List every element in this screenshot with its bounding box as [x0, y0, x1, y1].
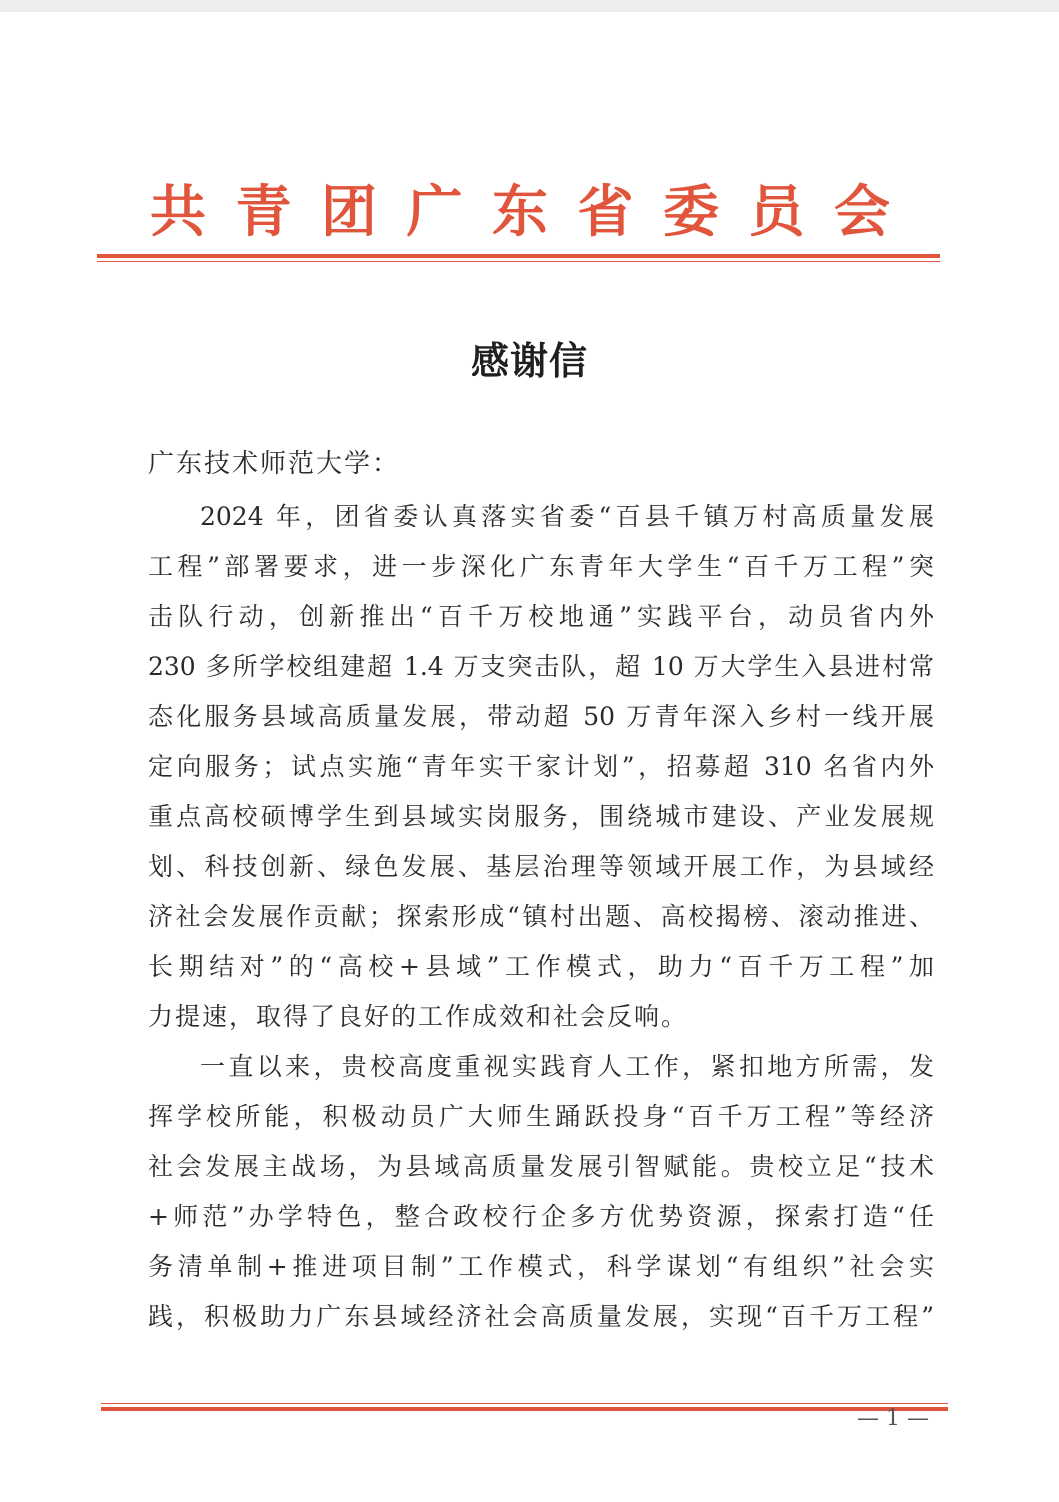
body-line: 践，积极助力广东县域经济社会高质量发展，实现“百千万工程” — [148, 1302, 934, 1331]
letter-body — [148, 492, 934, 1342]
body-line: 定向服务；试点实施“青年实干家计划”，招募超 310 名省内外 — [148, 752, 934, 781]
divider-thin-line — [97, 261, 940, 262]
letterhead-char: 团 — [321, 179, 377, 245]
body-line: 挥学校所能，积极动员广大师生踊跃投身“百千万工程”等经济 — [148, 1102, 934, 1131]
body-line: 长期结对”的“高校+县域”工作模式，助力“百千万工程”加 — [148, 952, 934, 981]
page-number: — 1 — — [857, 1406, 929, 1431]
body-line: 重点高校硕博学生到县域实岗服务，围绕城市建设、产业发展规 — [148, 802, 934, 831]
footer-thin-line — [101, 1403, 948, 1404]
letterhead-divider — [97, 254, 940, 262]
body-line: 社会发展主战场，为县域高质量发展引智赋能。贵校立足“技术 — [148, 1152, 934, 1181]
letterhead-char: 会 — [834, 179, 890, 245]
salutation: 广东技术师范大学： — [148, 449, 401, 479]
body-line: 力提速，取得了良好的工作成效和社会反响。 — [148, 1002, 689, 1031]
letterhead-title — [150, 179, 890, 245]
body-line: 击队行动，创新推出“百千万校地通”实践平台，动员省内外 — [148, 602, 934, 631]
letterhead-char: 委 — [663, 179, 719, 245]
body-line: 工程”部署要求，进一步深化广东青年大学生“百千万工程”突 — [148, 552, 934, 581]
body-line: 务清单制+推进项目制”工作模式，科学谋划“有组织”社会实 — [148, 1252, 934, 1281]
body-line: 济社会发展作贡献；探索形成“镇村出题、高校揭榜、滚动推进、 — [148, 902, 934, 931]
footer-divider — [101, 1403, 948, 1411]
footer-thick-line — [101, 1407, 948, 1411]
body-line: 一直以来，贵校高度重视实践育人工作，紧扣地方所需，发 — [200, 1052, 934, 1081]
body-line: +师范”办学特色，整合政校行企多方优势资源，探索打造“任 — [148, 1202, 934, 1231]
body-line: 划、科技创新、绿色发展、基层治理等领域开展工作，为县域经 — [148, 852, 934, 881]
top-margin-bar — [0, 0, 1059, 12]
body-line: 2024 年，团省委认真落实省委“百县千镇万村高质量发展 — [200, 502, 934, 531]
letterhead-char: 共 — [150, 179, 206, 245]
letterhead-char: 广 — [406, 179, 463, 245]
body-line: 态化服务县域高质量发展，带动超 50 万青年深入乡村一线开展 — [148, 702, 934, 731]
letterhead-char: 青 — [235, 179, 292, 245]
body-line: 230 多所学校组建超 1.4 万支突击队，超 10 万大学生入县进村常 — [148, 652, 934, 681]
letterhead-char: 东 — [492, 179, 548, 245]
letterhead-char: 省 — [577, 179, 634, 245]
letterhead-char: 员 — [748, 179, 805, 245]
divider-thick-line — [97, 254, 940, 258]
letter-title: 感谢信 — [470, 339, 588, 383]
